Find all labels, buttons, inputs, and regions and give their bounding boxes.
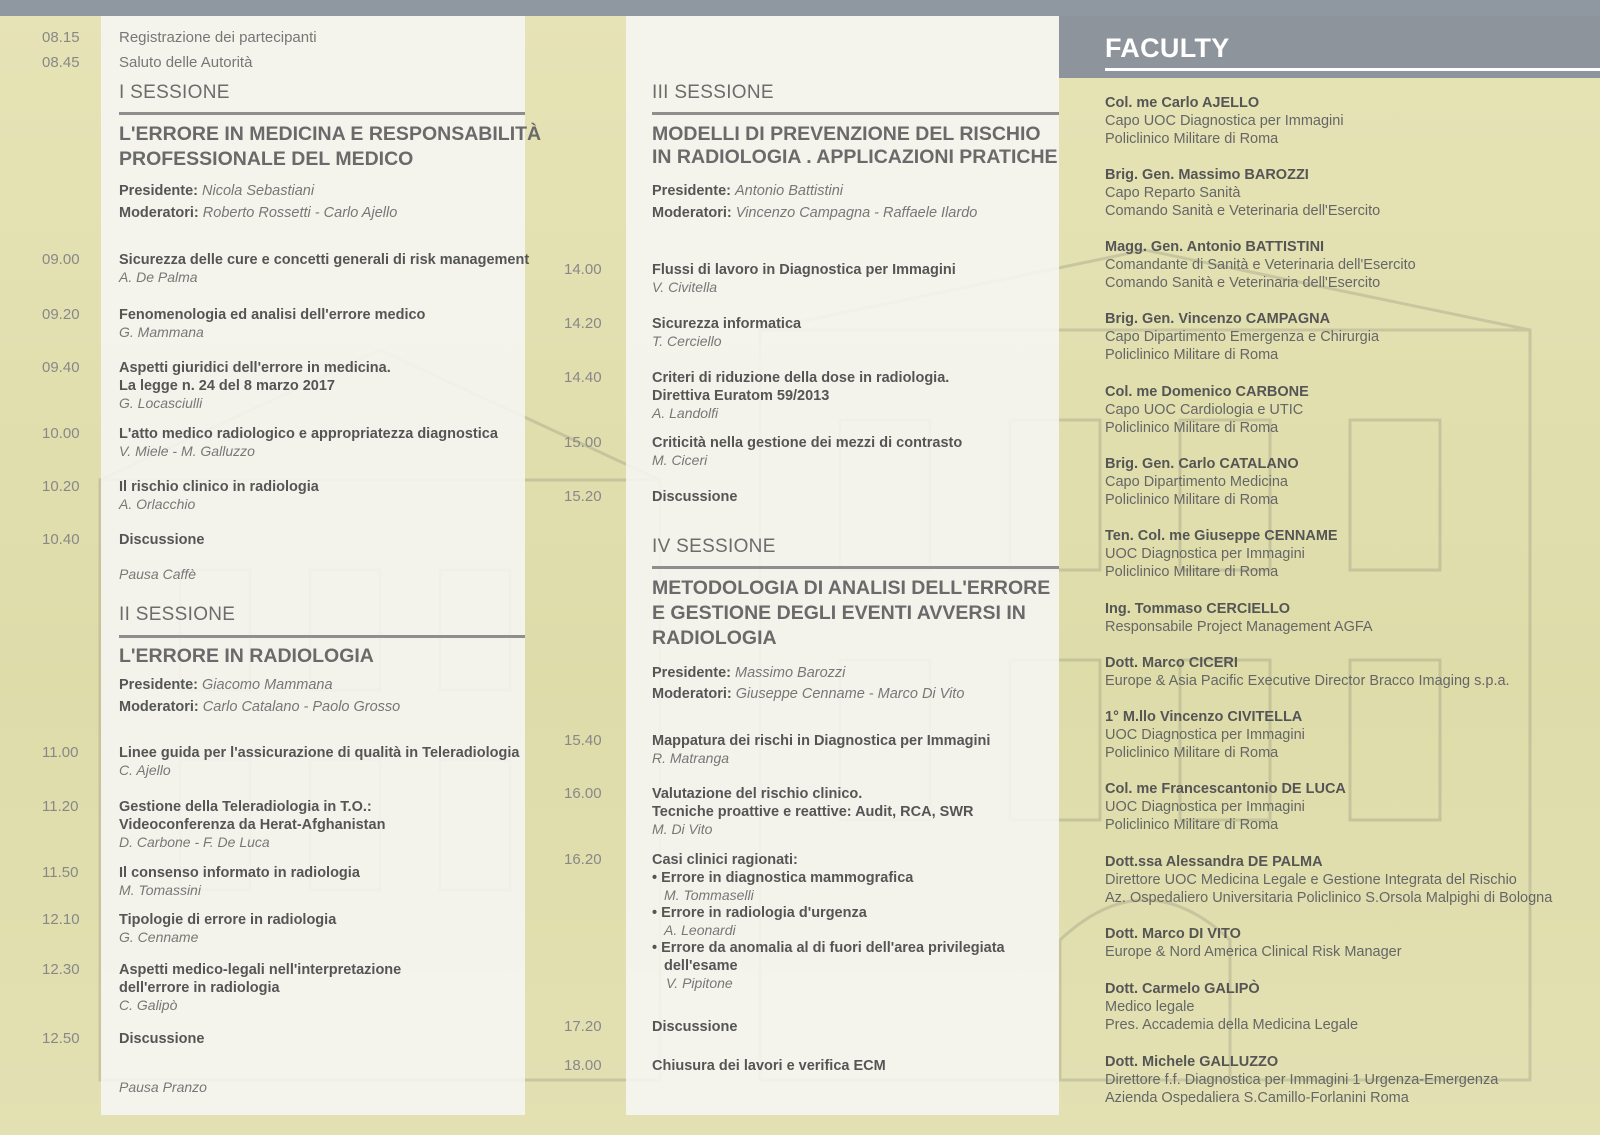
talk-title: Criticità nella gestione dei mezzi di contrasto xyxy=(652,435,963,451)
faculty-member xyxy=(1105,780,1346,834)
faculty-rule xyxy=(1105,68,1600,71)
role-value: Giacomo Mammana xyxy=(202,677,333,693)
talk-speaker: C. Ajello xyxy=(119,762,171,778)
talk-title: Fenomenologia ed analisi dell'errore medico xyxy=(119,307,426,323)
role-value: Carlo Catalano - Paolo Grosso xyxy=(202,699,401,715)
president-line xyxy=(119,675,333,696)
faculty-name: Brig. Gen. Vincenzo CAMPAGNA xyxy=(1105,311,1331,327)
case-speaker: V. Pipitone xyxy=(666,975,733,991)
faculty-member xyxy=(1105,925,1402,961)
faculty-affiliation: Azienda Ospedaliera S.Camillo-Forlanini Roma xyxy=(1105,1090,1409,1106)
talk-title: Aspetti medico-legali nell'interpretazione xyxy=(119,962,402,978)
faculty-member xyxy=(1105,310,1379,364)
faculty-affiliation: Policlinico Militare di Roma xyxy=(1105,817,1279,833)
role-value: Nicola Sebastiani xyxy=(202,183,315,199)
faculty-role: Europe & Asia Pacific Executive Director Bracco Imaging s.p.a. xyxy=(1105,673,1510,689)
case-item: • Errore in diagnostica mammografica xyxy=(652,870,914,886)
schedule-time: 12.10 xyxy=(42,911,80,928)
faculty-role: Capo Dipartimento Emergenza e Chirurgia xyxy=(1105,329,1380,345)
faculty-affiliation: Comando Sanità e Veterinaria dell'Esercito xyxy=(1105,275,1381,291)
role-key: Moderatori: xyxy=(652,205,732,221)
schedule-time: 09.00 xyxy=(42,251,80,268)
president-line xyxy=(119,181,314,202)
faculty-member xyxy=(1105,527,1338,581)
faculty-role: Direttore f.f. Diagnostica per Immagini 1 Urgenza-Emergenza xyxy=(1105,1072,1499,1088)
schedule-time: 16.00 xyxy=(564,785,602,802)
faculty-role: Capo UOC Diagnostica per Immagini xyxy=(1105,113,1344,129)
schedule-time: 08.15 xyxy=(42,29,80,46)
talk-title: Aspetti giuridici dell'errore in medicina. xyxy=(119,360,391,376)
president-line xyxy=(652,663,845,684)
talk-speaker: R. Matranga xyxy=(652,750,730,766)
talk-speaker: A. De Palma xyxy=(119,269,198,285)
role-key: Presidente: xyxy=(119,183,198,199)
schedule-time: 09.40 xyxy=(42,359,80,376)
talk-speaker: D. Carbone - F. De Luca xyxy=(119,834,270,850)
talk-title: Discussione xyxy=(119,532,205,548)
faculty-name: Brig. Gen. Massimo BAROZZI xyxy=(1105,167,1309,183)
role-key: Presidente: xyxy=(652,665,731,681)
faculty-affiliation: Policlinico Militare di Roma xyxy=(1105,131,1279,147)
talk-title-line2: Direttiva Euratom 59/2013 xyxy=(652,388,830,404)
talk-speaker: G. Mammana xyxy=(119,324,204,340)
schedule-time: 11.50 xyxy=(42,864,79,881)
talk-title: Discussione xyxy=(652,1019,738,1035)
faculty-title: FACULTY xyxy=(1105,33,1230,63)
session-title: RADIOLOGIA xyxy=(652,627,777,649)
top-strip xyxy=(0,0,1600,16)
faculty-role: Capo Dipartimento Medicina xyxy=(1105,474,1288,490)
talk-speaker: M. Ciceri xyxy=(652,452,708,468)
schedule-item: Registrazione dei partecipanti xyxy=(119,29,317,46)
moderators-line xyxy=(652,684,964,705)
faculty-member xyxy=(1105,654,1510,690)
role-key: Presidente: xyxy=(119,677,198,693)
case-speaker: M. Tommaselli xyxy=(664,887,754,903)
talk-title: Gestione della Teleradiologia in T.O.: xyxy=(119,799,372,815)
faculty-affiliation: Comando Sanità e Veterinaria dell'Esercito xyxy=(1105,203,1381,219)
role-key: Moderatori: xyxy=(119,205,199,221)
schedule-time: 09.20 xyxy=(42,306,80,323)
role-key: Presidente: xyxy=(652,183,731,199)
faculty-member xyxy=(1105,980,1358,1034)
session-rule xyxy=(119,635,525,638)
faculty-member xyxy=(1105,238,1416,292)
session-rule xyxy=(652,566,1059,569)
cases-heading: Casi clinici ragionati: xyxy=(652,852,798,868)
faculty-affiliation: Policlinico Militare di Roma xyxy=(1105,745,1279,761)
schedule-time: 11.00 xyxy=(42,744,79,761)
role-value: Vincenzo Campagna - Raffaele Ilardo xyxy=(735,205,978,221)
faculty-name: Ten. Col. me Giuseppe CENNAME xyxy=(1105,528,1338,544)
session-label: II SESSIONE xyxy=(119,604,236,625)
talk-speaker: A. Orlacchio xyxy=(119,496,196,512)
pause-label: Pausa Caffè xyxy=(119,566,197,582)
session-title: E GESTIONE DEGLI EVENTI AVVERSI IN xyxy=(652,602,1026,624)
pause-label: Pausa Pranzo xyxy=(119,1079,207,1095)
talk-speaker: M. Tomassini xyxy=(119,882,201,898)
schedule-time: 14.00 xyxy=(564,261,602,278)
talk-speaker: C. Galipò xyxy=(119,997,178,1013)
schedule-time: 15.20 xyxy=(564,488,602,505)
case-speaker: A. Leonardi xyxy=(664,922,736,938)
faculty-member xyxy=(1105,1053,1498,1107)
faculty-name: Dott. Carmelo GALIPÒ xyxy=(1105,981,1260,997)
faculty-member xyxy=(1105,455,1299,509)
schedule-time: 10.40 xyxy=(42,531,80,548)
faculty-name: Ing. Tommaso CERCIELLO xyxy=(1105,601,1291,617)
faculty-name: Col. me Domenico CARBONE xyxy=(1105,384,1309,400)
session-rule xyxy=(652,112,1059,115)
faculty-name: Dott. Marco CICERI xyxy=(1105,655,1238,671)
faculty-name: 1° M.llo Vincenzo CIVITELLA xyxy=(1105,709,1303,725)
session-title: IN RADIOLOGIA . APPLICAZIONI PRATICHE xyxy=(652,146,1058,168)
talk-speaker: G. Locasciulli xyxy=(119,395,203,411)
faculty-role: Responsabile Project Management AGFA xyxy=(1105,619,1373,635)
faculty-affiliation: Policlinico Militare di Roma xyxy=(1105,564,1279,580)
session-title: MODELLI DI PREVENZIONE DEL RISCHIO xyxy=(652,123,1041,145)
faculty-member xyxy=(1105,853,1552,907)
talk-title: Linee guida per l'assicurazione di qualità in Teleradiologia xyxy=(119,745,520,761)
faculty-role: Direttore UOC Medicina Legale e Gestione Integrata del Rischio xyxy=(1105,872,1517,888)
president-line xyxy=(652,181,843,202)
talk-title-line2: Tecniche proattive e reattive: Audit, RCA, SWR xyxy=(652,804,974,820)
session-rule xyxy=(119,112,525,115)
role-value: Massimo Barozzi xyxy=(735,665,846,681)
talk-speaker: V. Civitella xyxy=(652,279,718,295)
session-title: PROFESSIONALE DEL MEDICO xyxy=(119,148,414,170)
moderators-line xyxy=(119,697,400,718)
schedule-time: 08.45 xyxy=(42,54,80,71)
faculty-affiliation: Policlinico Militare di Roma xyxy=(1105,492,1279,508)
schedule-time: 14.40 xyxy=(564,369,602,386)
faculty-member xyxy=(1105,94,1344,148)
faculty-role: UOC Diagnostica per Immagini xyxy=(1105,546,1305,562)
talk-speaker: A. Landolfi xyxy=(652,405,719,421)
talk-title: Il consenso informato in radiologia xyxy=(119,865,360,881)
faculty-role: Medico legale xyxy=(1105,999,1195,1015)
talk-title: Mappatura dei rischi in Diagnostica per Immagini xyxy=(652,733,991,749)
talk-title: Tipologie di errore in radiologia xyxy=(119,912,337,928)
schedule-time: 11.20 xyxy=(42,798,79,815)
case-item: • Errore in radiologia d'urgenza xyxy=(652,905,867,921)
talk-title: Criteri di riduzione della dose in radiologia. xyxy=(652,370,950,386)
role-value: Antonio Battistini xyxy=(735,183,844,199)
case-item-line2: dell'esame xyxy=(664,958,738,974)
faculty-affiliation: Policlinico Militare di Roma xyxy=(1105,347,1279,363)
session-label: III SESSIONE xyxy=(652,82,774,103)
talk-title: Discussione xyxy=(119,1031,205,1047)
schedule-time: 16.20 xyxy=(564,851,602,868)
schedule-time: 17.20 xyxy=(564,1018,602,1035)
faculty-affiliation: Policlinico Militare di Roma xyxy=(1105,420,1279,436)
session-label: IV SESSIONE xyxy=(652,536,776,557)
schedule-item: Saluto delle Autorità xyxy=(119,54,253,71)
faculty-member xyxy=(1105,600,1373,636)
faculty-name: Col. me Francescantonio DE LUCA xyxy=(1105,781,1346,797)
faculty-name: Magg. Gen. Antonio BATTISTINI xyxy=(1105,239,1325,255)
faculty-name: Dott.ssa Alessandra DE PALMA xyxy=(1105,854,1323,870)
schedule-time: 12.30 xyxy=(42,961,80,978)
faculty-role: UOC Diagnostica per Immagini xyxy=(1105,727,1305,743)
faculty-name: Dott. Michele GALLUZZO xyxy=(1105,1054,1279,1070)
talk-title: Flussi di lavoro in Diagnostica per Immagini xyxy=(652,262,956,278)
faculty-name: Col. me Carlo AJELLO xyxy=(1105,95,1260,111)
faculty-member xyxy=(1105,166,1380,220)
faculty-affiliation: Az. Ospedaliero Universitaria Policlinico S.Orsola Malpighi di Bologna xyxy=(1105,890,1553,906)
moderators-line xyxy=(119,203,397,224)
faculty-member xyxy=(1105,383,1309,437)
session-title: METODOLOGIA DI ANALISI DELL'ERRORE xyxy=(652,577,1051,599)
talk-title: Valutazione del rischio clinico. xyxy=(652,786,863,802)
schedule-time: 15.00 xyxy=(564,434,602,451)
talk-title: L'atto medico radiologico e appropriatezza diagnostica xyxy=(119,426,498,442)
faculty-member xyxy=(1105,708,1305,762)
talk-title-line2: La legge n. 24 del 8 marzo 2017 xyxy=(119,378,335,394)
schedule-time: 12.50 xyxy=(42,1030,80,1047)
role-value: Roberto Rossetti - Carlo Ajello xyxy=(202,205,398,221)
talk-title-line2: Videoconferenza da Herat-Afghanistan xyxy=(119,817,386,833)
schedule-time: 14.20 xyxy=(564,315,602,332)
talk-title-line2: dell'errore in radiologia xyxy=(119,980,280,996)
faculty-role: Capo Reparto Sanità xyxy=(1105,185,1241,201)
moderators-line xyxy=(652,203,977,224)
talk-title: Il rischio clinico in radiologia xyxy=(119,479,319,495)
session-title: L'ERRORE IN RADIOLOGIA xyxy=(119,645,374,667)
talk-speaker: V. Miele - M. Galluzzo xyxy=(119,443,255,459)
session-title: L'ERRORE IN MEDICINA E RESPONSABILITÀ xyxy=(119,123,542,145)
talk-title: Sicurezza informatica xyxy=(652,316,802,332)
session-label: I SESSIONE xyxy=(119,82,230,103)
talk-speaker: M. Di Vito xyxy=(652,821,713,837)
talk-title: Discussione xyxy=(652,489,738,505)
role-key: Moderatori: xyxy=(119,699,199,715)
talk-speaker: G. Cenname xyxy=(119,929,199,945)
schedule-time: 18.00 xyxy=(564,1057,602,1074)
role-value: Giuseppe Cenname - Marco Di Vito xyxy=(735,686,965,702)
schedule-time: 10.20 xyxy=(42,478,80,495)
schedule-time: 10.00 xyxy=(42,425,80,442)
faculty-affiliation: Pres. Accademia della Medicina Legale xyxy=(1105,1017,1359,1033)
role-key: Moderatori: xyxy=(652,686,732,702)
talk-title: Sicurezza delle cure e concetti generali di risk management xyxy=(119,252,530,268)
faculty-role: UOC Diagnostica per Immagini xyxy=(1105,799,1305,815)
faculty-role: Europe & Nord America Clinical Risk Manager xyxy=(1105,944,1402,960)
talk-title: Chiusura dei lavori e verifica ECM xyxy=(652,1058,886,1074)
schedule-time: 15.40 xyxy=(564,732,602,749)
faculty-name: Brig. Gen. Carlo CATALANO xyxy=(1105,456,1299,472)
faculty-role: Capo UOC Cardiologia e UTIC xyxy=(1105,402,1304,418)
faculty-role: Comandante di Sanità e Veterinaria dell'Esercito xyxy=(1105,257,1416,273)
faculty-name: Dott. Marco DI VITO xyxy=(1105,926,1241,942)
talk-speaker: T. Cerciello xyxy=(652,333,722,349)
case-item: • Errore da anomalia al di fuori dell'area privilegiata xyxy=(652,940,1005,956)
